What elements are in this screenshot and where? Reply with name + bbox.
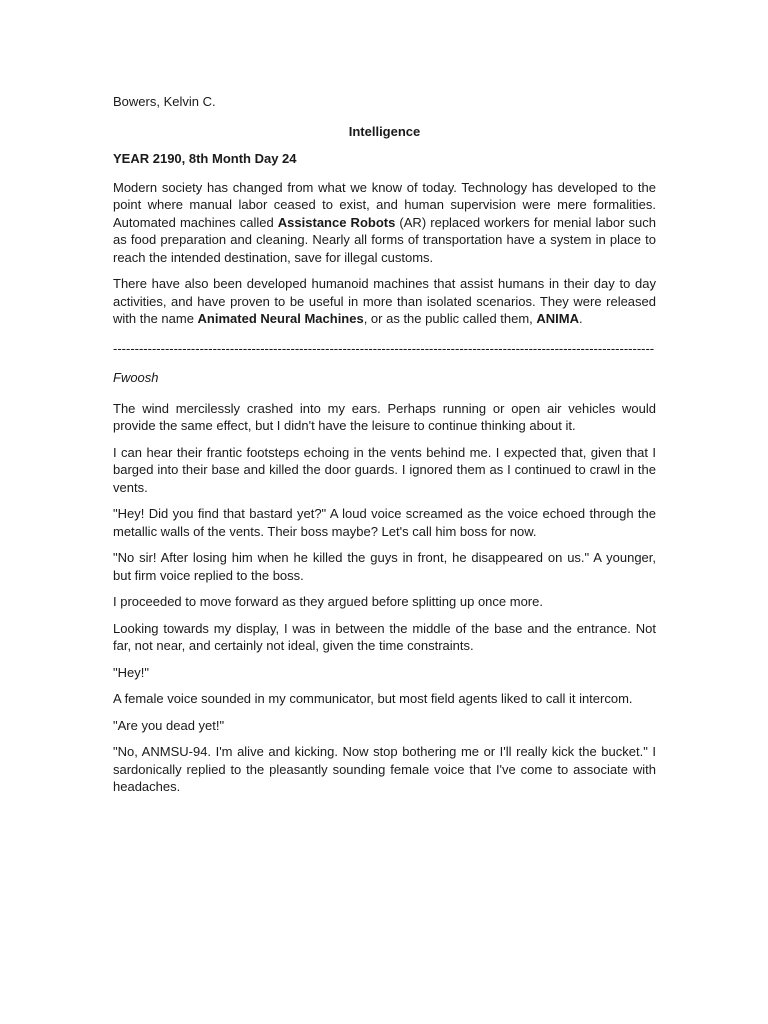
intro-paragraph-1 [113, 179, 656, 267]
author-name: Bowers, Kelvin C. [113, 94, 216, 109]
story-paragraph: Looking towards my display, I was in between the middle of the base and the entrance. Not far, not near, and certainly not ideal, given the time constraints. [113, 620, 656, 653]
story-paragraph: "No, ANMSU-94. I'm alive and kicking. Now stop bothering me or I'll really kick the bucket." I sardonically replied to the pleasantly sounding female voice that I've come to associate with headaches. [113, 744, 656, 794]
story-paragraph: "Hey!" [113, 664, 149, 680]
intro-text: , or as the public called them, [363, 311, 537, 326]
sound-effect: Fwoosh [113, 370, 159, 385]
bold-term-assistance-robots: Assistance Robots [277, 214, 396, 230]
story-paragraph: The wind mercilessly crashed into my ears. Perhaps running or open air vehicles would provide the same effect, but I didn't have the leisure to continue thinking about it. [113, 400, 656, 433]
story-paragraph: I can hear their frantic footsteps echoing in the vents behind me. I expected that, given that I barged into their base and killed the door guards. I ignored them as I continued to crawl in the vents. [113, 444, 656, 495]
story-paragraph: "Hey! Did you find that bastard yet?" A loud voice screamed as the voice echoed through the metallic walls of the vents. Their boss maybe? Let's call him boss for now. [113, 506, 656, 539]
intro-text: (AR) replaced workers for menial labor such as food preparation and cleaning. Nearly all forms of transportation have a system in place to reach the intended destination, save for illegal customs. [113, 214, 656, 265]
story-paragraph: I proceeded to move forward as they argued before splitting up once more. [113, 594, 543, 609]
section-separator: ----------------------------------------------------------------------------------------------------------------------------- [113, 340, 655, 356]
story-paragraph: "Are you dead yet!" [113, 717, 225, 733]
intro-text: Modern society has changed from what we know of today. Technology has developed to the point where manual labor ceased to exist, and human supervision were mere formalities. Automated machines called [113, 179, 656, 230]
intro-paragraph-2 [113, 275, 656, 328]
document-title: Intelligence [348, 123, 421, 139]
story-paragraph: "No sir! After losing him when he killed the guys in front, he disappeared on us." A younger, but firm voice replied to the boss. [113, 550, 656, 583]
story-paragraph: A female voice sounded in my communicator, but most field agents liked to call it intercom. [113, 691, 633, 706]
document-body [113, 93, 656, 805]
bold-term-anima: ANIMA [536, 311, 580, 326]
date-heading: YEAR 2190, 8th Month Day 24 [113, 151, 297, 166]
bold-term-animated-neural-machines: Animated Neural Machines [197, 311, 364, 326]
intro-text: There have also been developed humanoid machines that assist humans in their day to day activities, and have proven to be useful in more than isolated scenarios. They were released with the name [113, 276, 656, 326]
intro-text: . [579, 311, 583, 326]
